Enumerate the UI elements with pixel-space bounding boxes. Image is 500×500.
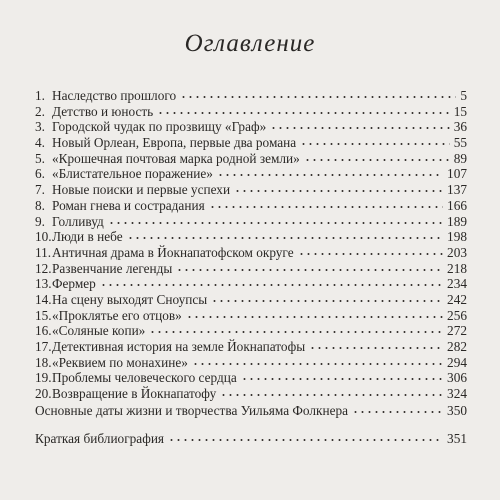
toc-entry-label: Новый Орлеан, Европа, первые два романа bbox=[52, 135, 297, 151]
toc-entry-number: 19. bbox=[35, 370, 52, 386]
toc-entry-number: 16. bbox=[35, 323, 52, 339]
toc-entry-page: 272 bbox=[447, 323, 467, 339]
toc-entry-page: 137 bbox=[447, 182, 467, 198]
toc-entry-label: «Проклятье его отцов» bbox=[52, 307, 182, 323]
toc-entry-number: 5. bbox=[35, 150, 45, 166]
toc-entry-label: «Соляные копи» bbox=[52, 323, 146, 339]
toc-entry-page: 36 bbox=[453, 119, 467, 135]
toc-entry-number: 15. bbox=[35, 307, 52, 323]
toc-entry-page: 5 bbox=[460, 88, 467, 103]
toc-entry bbox=[35, 151, 467, 167]
toc-entry bbox=[35, 229, 467, 245]
toc-entry bbox=[35, 104, 467, 120]
toc-entry-number: 4. bbox=[35, 135, 45, 151]
toc-entry-label: Роман гнева и сострадания bbox=[52, 197, 205, 213]
toc-entry bbox=[35, 323, 467, 339]
toc-entry-label: Новые поиски и первые успехи bbox=[52, 182, 231, 198]
toc-entry bbox=[35, 261, 467, 277]
appendix-dates-entry bbox=[35, 403, 467, 419]
toc-entry-number: 17. bbox=[35, 339, 52, 354]
toc-entry bbox=[35, 276, 467, 292]
toc-entry-label: Развенчание легенды bbox=[52, 260, 173, 276]
toc-entry-label: Детективная история на земле Йокнапатофы bbox=[52, 339, 306, 354]
dot-leader bbox=[217, 174, 443, 176]
toc-entry-label: Люди в небе bbox=[52, 229, 123, 245]
toc-entry-label: Краткая библиография bbox=[35, 431, 165, 446]
toc-entry-label: «Крошечная почтовая марка родной земли» bbox=[52, 150, 300, 166]
toc-entry-label: Наследство прошлого bbox=[52, 88, 177, 103]
toc-entry bbox=[35, 292, 467, 308]
toc-entry-label: «Реквием по монахине» bbox=[52, 354, 188, 370]
dot-leader bbox=[241, 378, 443, 380]
toc-entry-number: 1. bbox=[35, 88, 45, 103]
toc-entry bbox=[35, 245, 467, 261]
toc-entry-label: «Блистательное поражение» bbox=[52, 166, 213, 182]
toc-entry-page: 324 bbox=[447, 386, 467, 402]
toc-entry-number: 11. bbox=[35, 244, 52, 260]
dot-leader bbox=[300, 143, 450, 145]
toc-entry bbox=[35, 119, 467, 135]
dot-leader bbox=[186, 316, 443, 318]
toc-entry-page: 198 bbox=[447, 229, 467, 245]
toc-entry-label: Основные даты жизни и творчества Уильяма Фолкнера bbox=[35, 403, 349, 418]
toc-entry bbox=[35, 198, 467, 214]
toc-entry-page: 234 bbox=[447, 276, 467, 292]
toc-entry bbox=[35, 370, 467, 386]
dot-leader bbox=[108, 222, 443, 224]
appendix-bibliography-entry bbox=[35, 431, 467, 447]
table-of-contents bbox=[35, 88, 467, 402]
dot-leader bbox=[127, 237, 443, 239]
toc-entry-number: 18. bbox=[35, 354, 52, 370]
toc-entry-number: 8. bbox=[35, 197, 45, 213]
dot-leader bbox=[176, 269, 443, 271]
dot-leader bbox=[192, 363, 443, 365]
toc-entry-page: 89 bbox=[453, 150, 467, 166]
dot-leader bbox=[149, 331, 443, 333]
toc-entry-number: 14. bbox=[35, 291, 52, 307]
dot-leader bbox=[352, 411, 443, 413]
toc-entry-page: 350 bbox=[447, 403, 467, 418]
dot-leader bbox=[209, 206, 443, 208]
dot-leader bbox=[211, 300, 443, 302]
dot-leader bbox=[220, 394, 443, 396]
dot-leader bbox=[298, 253, 443, 255]
dot-leader bbox=[270, 127, 449, 129]
dot-leader bbox=[180, 96, 456, 98]
toc-entry bbox=[35, 355, 467, 371]
toc-entry-number: 2. bbox=[35, 103, 45, 119]
toc-entry bbox=[35, 339, 467, 355]
toc-entry bbox=[35, 88, 467, 104]
toc-entry-page: 218 bbox=[447, 260, 467, 276]
toc-entry-page: 55 bbox=[453, 135, 467, 151]
toc-entry-page: 203 bbox=[447, 244, 467, 260]
toc-entry bbox=[35, 182, 467, 198]
toc-entry-number: 20. bbox=[35, 386, 52, 402]
dot-leader bbox=[168, 439, 443, 441]
toc-entry-page: 351 bbox=[447, 431, 467, 446]
toc-entry bbox=[35, 214, 467, 230]
toc-entry-page: 294 bbox=[447, 354, 467, 370]
toc-entry-page: 242 bbox=[447, 291, 467, 307]
toc-entry-page: 282 bbox=[447, 339, 467, 354]
toc-entry-label: Детство и юность bbox=[52, 103, 154, 119]
toc-entry-number: 7. bbox=[35, 182, 45, 198]
toc-entry bbox=[35, 166, 467, 182]
toc-entry-label: Фермер bbox=[52, 276, 96, 292]
dot-leader bbox=[234, 190, 443, 192]
toc-entry-number: 13. bbox=[35, 276, 52, 292]
toc-entry-page: 107 bbox=[447, 166, 467, 182]
toc-entry-label: Возвращение в Йокнапатофу bbox=[52, 386, 217, 402]
toc-entry-label: Проблемы человеческого сердца bbox=[52, 370, 237, 386]
toc-entry-page: 306 bbox=[447, 370, 467, 386]
toc-entry-number: 9. bbox=[35, 213, 45, 229]
toc-entry-label: Голливуд bbox=[52, 213, 104, 229]
toc-entry bbox=[35, 135, 467, 151]
toc-entry-page: 256 bbox=[447, 307, 467, 323]
dot-leader bbox=[100, 284, 443, 286]
toc-entry-number: 3. bbox=[35, 119, 45, 135]
toc-entry-page: 166 bbox=[447, 197, 467, 213]
toc-entry-page: 189 bbox=[447, 213, 467, 229]
toc-entry-page: 15 bbox=[453, 103, 467, 119]
toc-entry-number: 10. bbox=[35, 229, 52, 245]
toc-entry bbox=[35, 308, 467, 324]
dot-leader bbox=[304, 159, 450, 161]
toc-entry-number: 6. bbox=[35, 166, 45, 182]
page-title: Оглавление bbox=[184, 30, 316, 57]
dot-leader bbox=[157, 112, 449, 114]
toc-entry-label: Античная драма в Йокнапатофском округе bbox=[52, 244, 294, 260]
toc-entry-label: Городской чудак по прозвищу «Граф» bbox=[52, 119, 267, 135]
toc-entry-number: 12. bbox=[35, 260, 52, 276]
toc-entry-label: На сцену выходят Сноупсы bbox=[52, 291, 208, 307]
toc-entry bbox=[35, 386, 467, 402]
dot-leader bbox=[309, 347, 443, 349]
